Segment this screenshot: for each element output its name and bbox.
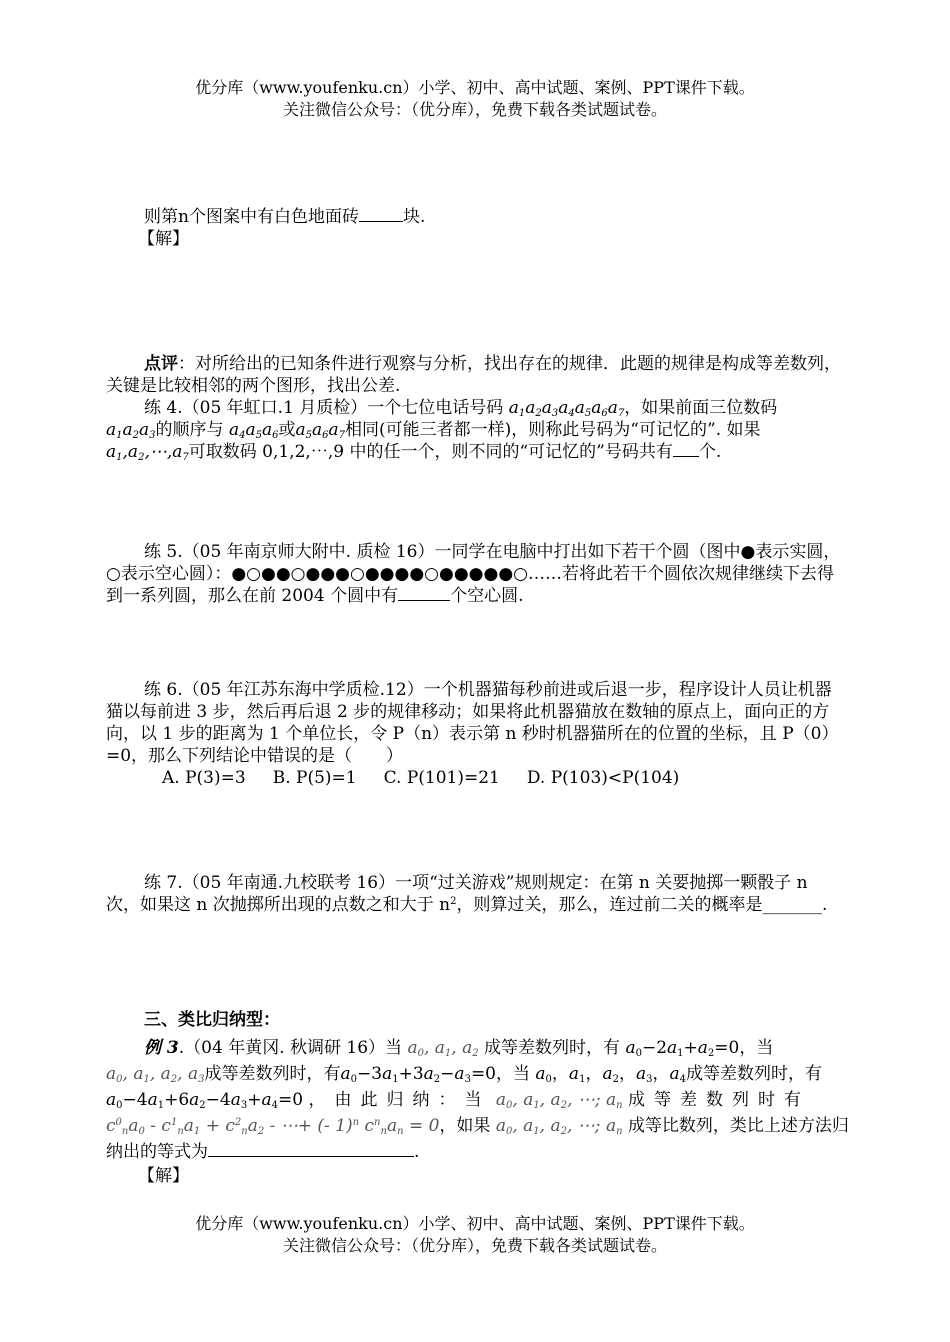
page-header	[0, 77, 950, 121]
option-a[interactable]: A. P(3)=3	[162, 768, 246, 788]
ex3-text-3: ，当	[739, 1038, 774, 1058]
option-c[interactable]: C. P(101)=21	[383, 768, 500, 788]
answer-blank[interactable]	[359, 207, 403, 222]
math-binomial-sum: $c^0_na_0 - c^1_na_1 + c^2_na_2$ - ⋯+ (- 1)$^n$ $c^n_na_n = 0$	[106, 1116, 440, 1137]
page-footer	[0, 1213, 950, 1257]
comment-label: 点评	[144, 354, 178, 374]
comment-paragraph	[106, 353, 846, 397]
ex4-text-5: 相同(可能三者都一样)，则称此号码为“可记忆的”. 如果	[345, 420, 761, 440]
math-a0-to-a3: $a_0$, $a_1$, $a_2$, $a_3$	[106, 1064, 205, 1085]
exercise-5	[106, 541, 846, 607]
ex3-text-10: 成等比数列，类比上述方法归	[627, 1116, 849, 1136]
tiles-question	[106, 206, 846, 250]
exercise-4-line-3	[106, 441, 846, 463]
ex5-text: 练 5.（05 年南京师大附中. 质检 16）一同学在电脑中打出如下若干个圆（图中●表示实圆，○表示空心圆）：●○●●○●●●○●●●●○●●●●●○……若将此若干个圆依次规律继续下去得到一系列圆，那么在前 2004 个圆中有	[106, 542, 841, 606]
header-line-2: 关注微信公众号：（优分库），免费下载各类试题试卷。	[282, 100, 667, 119]
tiles-question-tail: 块.	[402, 207, 426, 227]
example-3-line-3	[106, 1087, 846, 1113]
ex3-text-5: ，当	[496, 1064, 530, 1084]
answer-blank[interactable]	[398, 586, 450, 601]
math-a1-to-a7: $a_1,a_2,\cdots,a_7$	[106, 442, 189, 463]
ex4-text-6: 可取数码 0,1,2,⋯,9 中的任一个，则不同的“可记忆的”号码共有	[188, 442, 673, 462]
ex3-text-2: 成等差数列时，有	[484, 1038, 621, 1058]
ex3-text-7: ，由此归纳：当	[308, 1090, 491, 1110]
math-a0-to-an: $a_0$, $a_1$, $a_2$, ⋯; $a_n$	[495, 1090, 623, 1111]
ex3-text-1: .（04 年黄冈. 秋调研 16）当	[178, 1038, 403, 1058]
math-a0-a1-a2: $a_0$, $a_1$, $a_2$	[407, 1038, 479, 1059]
header-line-1: 优分库（www.youfenku.cn）小学、初中、高中试题、案例、PPT课件下载。	[195, 78, 755, 97]
ex3-text-8: 成等差数列时有	[628, 1090, 810, 1110]
ex3-text-6: 成等差数列时，有	[685, 1064, 822, 1084]
ex7-text: 练 7.（05 年南通.九校联考 16）一项“过关游戏”规则规定：在第 n 关要抛掷一颗骰子 n 次，如果这 n 次抛掷所出现的点数之和大于 n	[106, 873, 808, 915]
exercise-4-line-2	[106, 419, 846, 441]
ex4-text-4: 或	[278, 420, 296, 440]
math-eq-3: $a_0-4a_1+6a_2-4a_3+a_4=0$	[106, 1090, 304, 1111]
answer-blank[interactable]	[208, 1142, 414, 1157]
math-a0-to-a4-list: $a_0$，$a_1$，$a_2$，$a_3$，$a_4$	[535, 1064, 686, 1085]
ex5-tail: 个空心圆.	[450, 586, 524, 606]
solution-label: 【解】	[138, 1166, 189, 1186]
example-3-line-5	[106, 1139, 846, 1165]
tiles-question-text: 则第n个图案中有白色地面砖	[144, 207, 359, 227]
solution-label: 【解】	[138, 229, 189, 249]
option-b[interactable]: B. P(5)=1	[272, 768, 357, 788]
footer-line-1: 优分库（www.youfenku.cn）小学、初中、高中试题、案例、PPT课件下载。	[195, 1214, 755, 1233]
ex4-text-1: 练 4.（05 年虹口.1 月质检）一个七位电话号码	[144, 398, 504, 418]
ex6-options	[162, 767, 762, 789]
example-3-line-1	[106, 1035, 846, 1061]
tiles-question-line	[106, 206, 846, 228]
exercise-7	[106, 872, 846, 916]
example-3	[106, 1035, 849, 1187]
example-3-line-2	[106, 1061, 846, 1087]
comment-text: ：对所给出的已知条件进行观察与分析，找出存在的规律．此题的规律是构成等差数列，关键是比较相邻的两个图形，找出公差.	[106, 354, 841, 396]
math-eq-2: $a_0-3a_1+3a_2-a_3=0$	[340, 1064, 496, 1085]
math-phone-digits: $a_1a_2a_3a_4a_5a_6a_7$	[508, 398, 625, 419]
section-3-title: 三、类比归纳型：	[144, 1010, 280, 1030]
ex4-text-7: 个.	[698, 442, 722, 462]
ex3-text-9: ，如果	[439, 1116, 491, 1136]
exercise-4-line-1	[106, 397, 846, 419]
math-a1a2a3: $a_1a_2a_3$	[106, 420, 156, 441]
answer-blank[interactable]	[673, 442, 699, 457]
ex4-text-3: 的顺序与	[155, 420, 224, 440]
ex6-text: 练 6.（05 年江苏东海中学质检.12）一个机器猫每秒前进或后退一步，程序设计人员让机器猫以每前进 3 步，然后再后退 2 步的规律移动；如果将此机器猫放在数轴的原点上，面向正的方向，以 1 步的距离为 1 个单位长，令 P（n）表示第 n 秒时机器猫所在的位置的坐标，且 P（0）=0，那么下列结论中错误的是（ ）	[106, 680, 839, 766]
math-a0-to-an-geometric: $a_0$, $a_1$, $a_2$, ⋯; $a_n$	[495, 1116, 623, 1137]
math-a5a6a7: $a_5a_6a_7$	[295, 420, 346, 441]
ex3-text-12: .	[414, 1142, 420, 1162]
ex7-tail: ，则算过关，那么，连过前二关的概率是_______.	[456, 895, 828, 915]
example-3-line-4	[106, 1113, 849, 1139]
section-3	[106, 1009, 846, 1031]
example-3-label: 例 3	[144, 1038, 179, 1058]
option-d[interactable]: D. P(103)<P(104)	[526, 768, 680, 788]
ex3-text-4: 成等差数列时，有	[204, 1064, 341, 1084]
math-a4a5a6: $a_4a_5a_6$	[228, 420, 279, 441]
exercise-6	[106, 679, 846, 767]
ex4-text-2: ，如果前面三位数码	[624, 398, 778, 418]
ex3-text-11: 纳出的等式为	[106, 1142, 208, 1162]
footer-line-2: 关注微信公众号：（优分库），免费下载各类试题试卷。	[282, 1236, 667, 1255]
ex7-exponent: 2	[450, 896, 457, 907]
exercise-4	[106, 397, 846, 463]
math-eq-1: $a_0-2a_1+a_2=0$	[625, 1038, 740, 1059]
